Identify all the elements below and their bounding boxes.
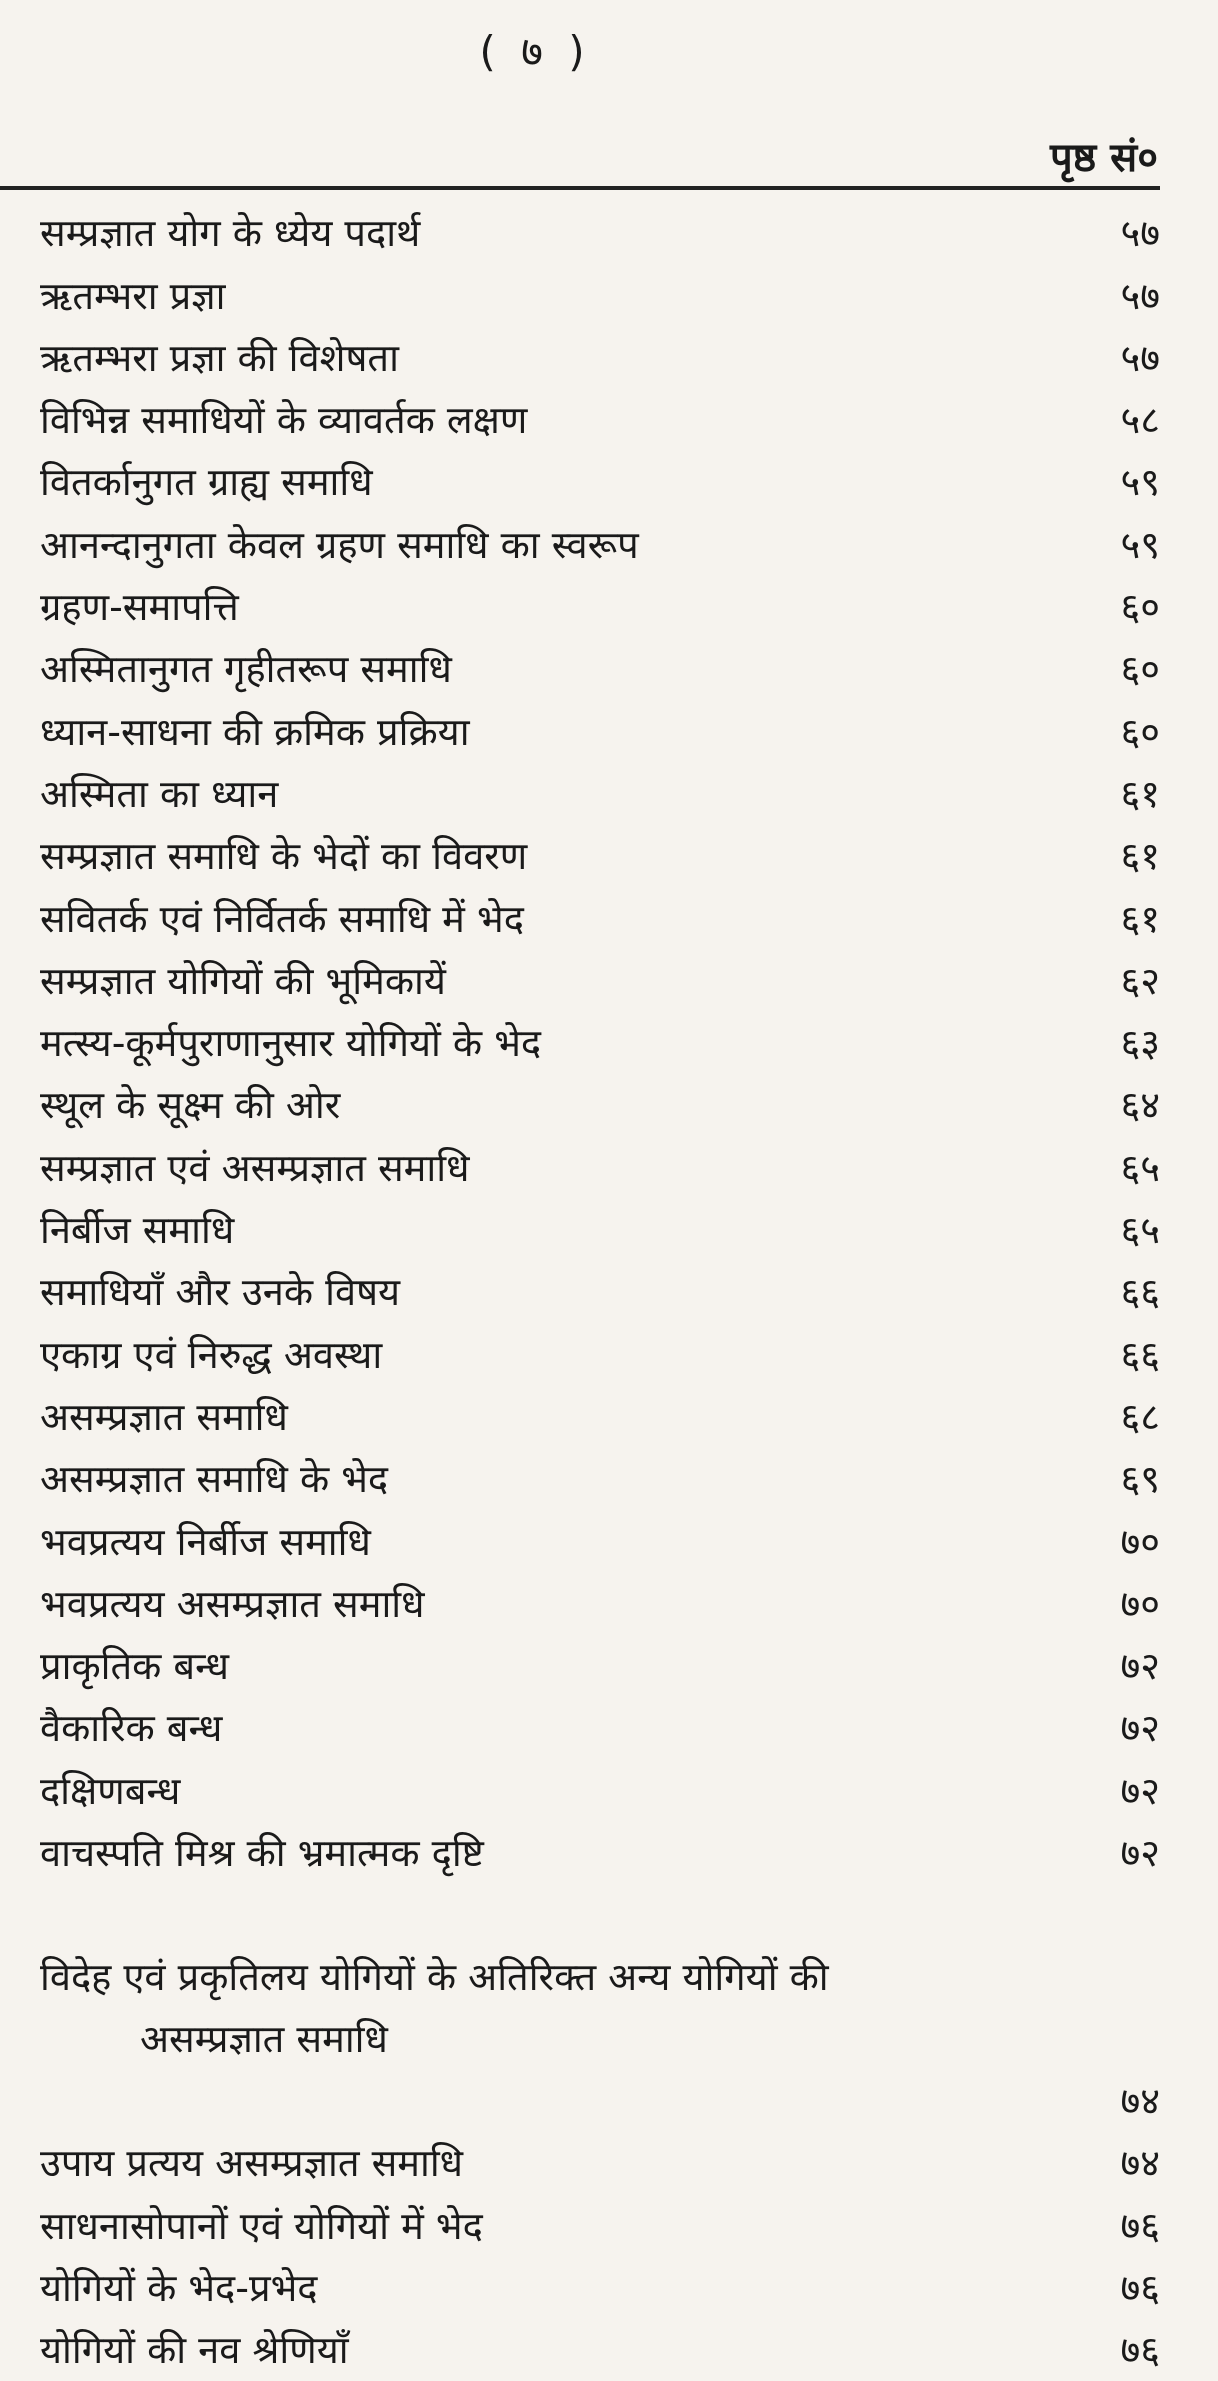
- toc-entry-title: ऋतम्भरा प्रज्ञा की विशेषता: [40, 335, 399, 380]
- toc-entry: [40, 451, 1160, 513]
- toc-entry-title: वितर्कानुगत ग्राह्य समाधि: [40, 460, 373, 505]
- toc-entry: [40, 2257, 1160, 2319]
- toc-entry-title: आनन्दानुगता केवल ग्रहण समाधि का स्वरूप: [40, 522, 639, 567]
- toc-entry: [40, 1573, 1160, 1635]
- toc-entry-title: योगियों के भेद-प्रभेद: [40, 2265, 318, 2310]
- toc-entry-title: असम्प्रज्ञात समाधि के भेद: [40, 1457, 389, 1502]
- toc-entry-title: योगियों की नव श्रेणियाँ: [40, 2328, 349, 2373]
- toc-entry-title: सम्प्रज्ञात समाधि के भेदों का विवरण: [40, 834, 528, 879]
- toc-entry: [40, 950, 1160, 1012]
- toc-entry-page: ५७: [1120, 273, 1160, 318]
- toc-entry: [40, 1510, 1160, 1572]
- toc-entry: [40, 1199, 1160, 1261]
- toc-entry-title: दक्षिणबन्ध: [40, 1768, 181, 1813]
- toc-entry-page: ७४: [1120, 2141, 1160, 2186]
- toc-entry-title-line1: विदेह एवं प्रकृतिलय योगियों के अतिरिक्त अन्य योगियों की: [40, 1955, 829, 2000]
- toc-entry: [40, 264, 1160, 326]
- toc-entry: [40, 1448, 1160, 1510]
- toc-entry-title: सम्प्रज्ञात योग के ध्येय पदार्थ: [40, 211, 421, 256]
- toc-entry-page: ७२: [1120, 1706, 1160, 1751]
- toc-entry-title: अस्मिता का ध्यान: [40, 771, 279, 816]
- toc-entry-title: उपाय प्रत्यय असम्प्रज्ञात समाधि: [40, 2141, 464, 2186]
- header-rule: [0, 186, 1160, 190]
- toc-entry-page: ६२: [1120, 958, 1160, 1003]
- toc-entry: [40, 763, 1160, 825]
- toc-entry-title: ऋतम्भरा प्रज्ञा: [40, 273, 226, 318]
- toc-entry-page: ७६: [1120, 2203, 1160, 2248]
- toc-entry-title: साधनासोपानों एवं योगियों में भेद: [40, 2203, 483, 2248]
- toc-entry: [40, 2132, 1160, 2194]
- toc-entry-page: ६९: [1120, 1457, 1160, 1502]
- toc-entry-page: ५८: [1120, 398, 1160, 443]
- toc-entry-title: सम्प्रज्ञात योगियों की भूमिकायें: [40, 958, 446, 1003]
- toc-entry-title: ग्रहण-समापत्ति: [40, 585, 239, 630]
- toc-entry-page: ६३: [1120, 1021, 1160, 1066]
- toc-entry: [40, 2319, 1160, 2381]
- page-column-header: पृष्ठ सं०: [1049, 135, 1158, 181]
- toc-entry: [40, 576, 1160, 638]
- toc-entry-page: ५७: [1120, 211, 1160, 256]
- toc-entry: [40, 1323, 1160, 1385]
- toc-entry-page: ६५: [1120, 1208, 1160, 1253]
- toc-entry-title: असम्प्रज्ञात समाधि: [40, 1394, 288, 1439]
- toc-entry: [40, 327, 1160, 389]
- toc-entry-page: ६०: [1120, 647, 1160, 692]
- toc-entry: [40, 825, 1160, 887]
- toc-entry-page: ६५: [1120, 1145, 1160, 1190]
- toc-entry: [40, 700, 1160, 762]
- toc-entry-title: सम्प्रज्ञात एवं असम्प्रज्ञात समाधि: [40, 1145, 470, 1190]
- toc-entry-page: ५७: [1120, 335, 1160, 380]
- toc-entry: [40, 638, 1160, 700]
- toc-entry: [40, 1074, 1160, 1136]
- toc-entry-title: एकाग्र एवं निरुद्ध अवस्था: [40, 1332, 383, 1377]
- toc-entry-title: ध्यान-साधना की क्रमिक प्रक्रिया: [40, 709, 470, 754]
- toc-entry-page: ६६: [1120, 1332, 1160, 1377]
- toc-entry-page: ७२: [1120, 1644, 1160, 1689]
- table-of-contents: [40, 202, 1160, 2381]
- toc-entry-title: प्राकृतिक बन्ध: [40, 1644, 230, 1689]
- toc-entry: [40, 202, 1160, 264]
- page-number: ( ७ ): [479, 27, 591, 76]
- toc-entry-title: भवप्रत्यय असम्प्रज्ञात समाधि: [40, 1581, 425, 1626]
- toc-entry-page: ७२: [1120, 1831, 1160, 1876]
- toc-entry-page: ६१: [1120, 771, 1160, 816]
- toc-entry-title: वाचस्पति मिश्र की भ्रमात्मक दृष्टि: [40, 1831, 484, 1876]
- toc-entry: [40, 389, 1160, 451]
- toc-entry: [40, 2194, 1160, 2256]
- toc-entry-title: निर्बीज समाधि: [40, 1208, 235, 1253]
- toc-entry: [40, 1697, 1160, 1759]
- toc-entry: [40, 1136, 1160, 1198]
- toc-entry: [40, 1759, 1160, 1821]
- toc-entry-multiline: [40, 1884, 1160, 2132]
- toc-entry-page: ५९: [1120, 460, 1160, 505]
- toc-entry-title: समाधियाँ और उनके विषय: [40, 1270, 401, 1315]
- toc-entry-title: मत्स्य-कूर्मपुराणानुसार योगियों के भेद: [40, 1021, 542, 1066]
- toc-entry: [40, 1635, 1160, 1697]
- toc-entry-title-line2: असम्प्रज्ञात समाधि: [140, 2017, 388, 2062]
- toc-entry-page: ६६: [1120, 1270, 1160, 1315]
- toc-entry-page: ६०: [1120, 585, 1160, 630]
- toc-entry: [40, 1386, 1160, 1448]
- toc-entry-page: ६८: [1120, 1394, 1160, 1439]
- toc-entry-page: ७२: [1120, 1768, 1160, 1813]
- toc-entry-title: स्थूल के सूक्ष्म की ओर: [40, 1083, 341, 1128]
- toc-entry-page: ६०: [1120, 709, 1160, 754]
- toc-entry-title: विभिन्न समाधियों के व्यावर्तक लक्षण: [40, 398, 528, 443]
- toc-entry-page: ५९: [1120, 522, 1160, 567]
- toc-entry: [40, 1261, 1160, 1323]
- toc-entry-page: ६१: [1120, 834, 1160, 879]
- toc-entry-page: ७०: [1120, 1519, 1160, 1564]
- toc-entry: [40, 887, 1160, 949]
- toc-entry: [40, 1822, 1160, 1884]
- toc-entry-page: ७४: [1120, 2079, 1160, 2124]
- toc-entry-page: ६१: [1120, 896, 1160, 941]
- toc-entry-page: ७०: [1120, 1581, 1160, 1626]
- toc-entry-page: ७६: [1120, 2328, 1160, 2373]
- toc-entry-title: सवितर्क एवं निर्वितर्क समाधि में भेद: [40, 896, 524, 941]
- toc-entry-title: भवप्रत्यय निर्बीज समाधि: [40, 1519, 371, 1564]
- toc-entry: [40, 1012, 1160, 1074]
- toc-entry: [40, 513, 1160, 575]
- toc-entry-page: ६४: [1120, 1083, 1160, 1128]
- toc-entry-title: अस्मितानुगत गृहीतरूप समाधि: [40, 647, 452, 692]
- toc-entry-title: [40, 1884, 1070, 2132]
- toc-entry-page: ७६: [1120, 2265, 1160, 2310]
- toc-entry-title: वैकारिक बन्ध: [40, 1706, 223, 1751]
